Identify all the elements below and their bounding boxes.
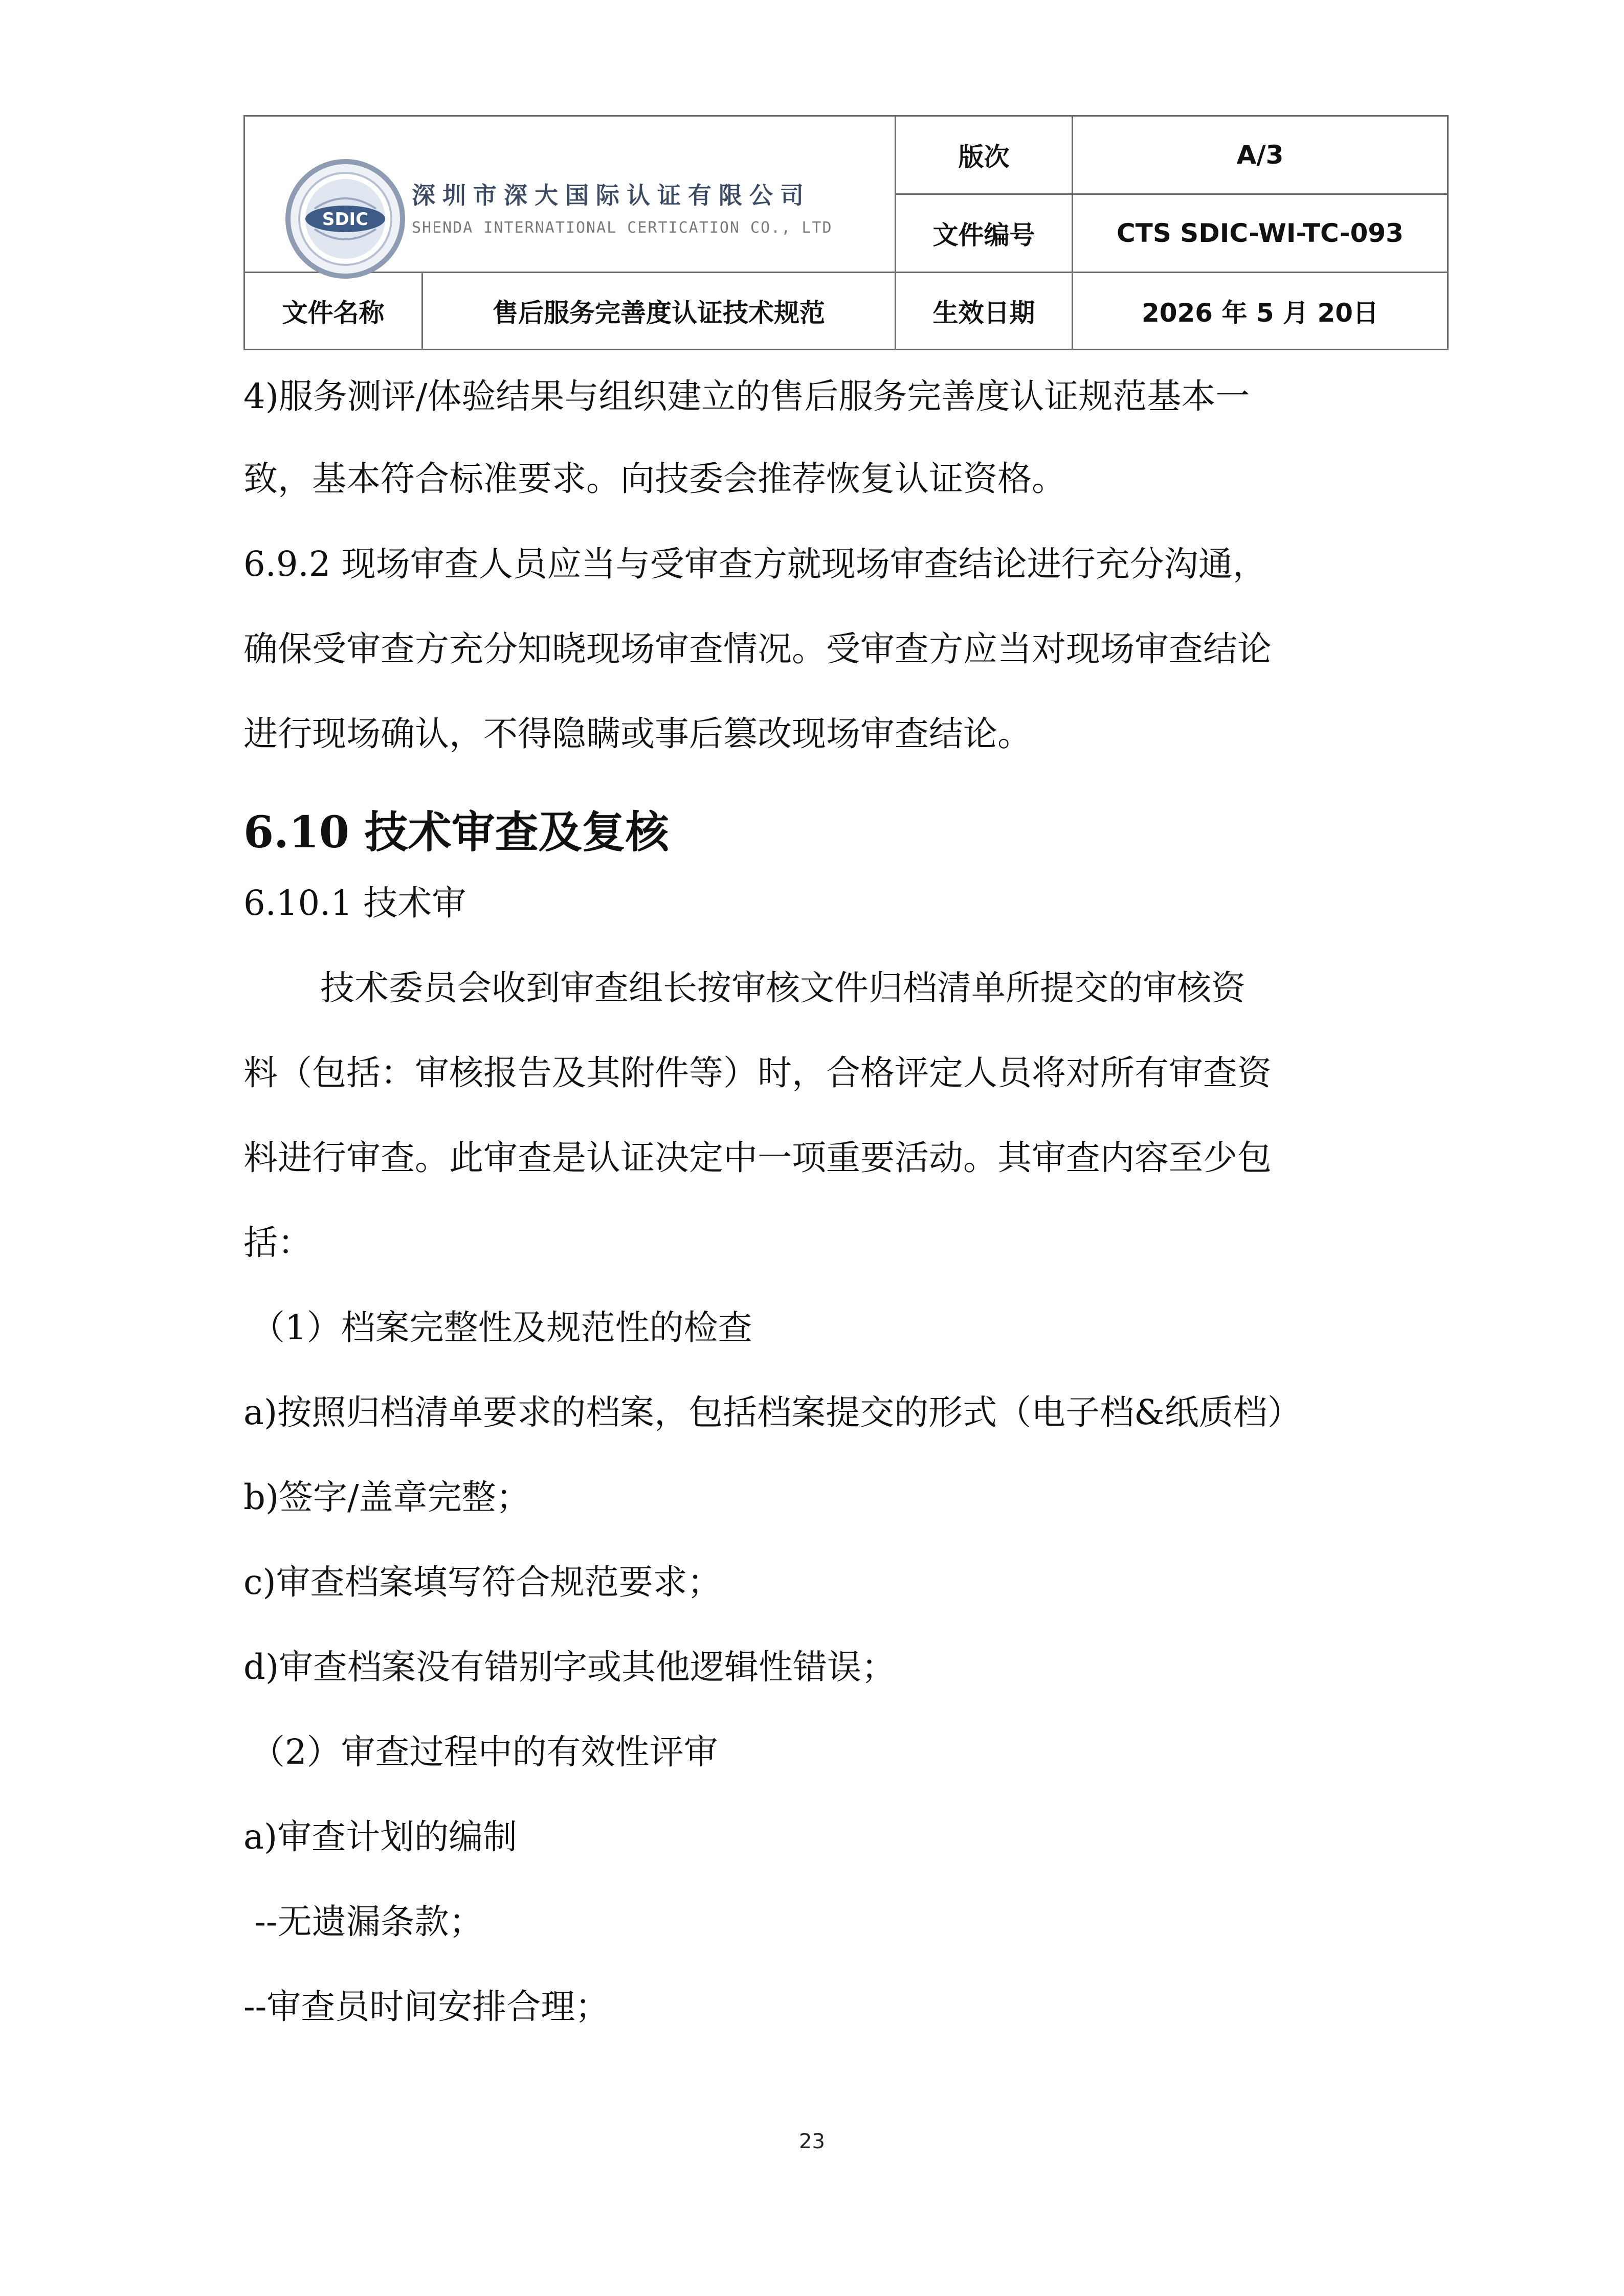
version-label: 版次 xyxy=(958,142,1010,172)
company-logo xyxy=(284,157,833,285)
sdic-seal-icon xyxy=(284,157,407,280)
list-item: a)审查计划的编制 xyxy=(243,1817,518,1857)
document-number-value: CTS SDIC-WI-TC-093 xyxy=(1117,218,1404,248)
effective-date-value: 2026 年 5 月 20日 xyxy=(1141,298,1379,328)
company-name-en: SHENDA INTERNATIONAL CERTICATION CO., LTD xyxy=(412,219,833,237)
body-line: 确保受审查方充分知晓现场审查情况。受审查方应当对现场审查结论 xyxy=(243,629,1272,669)
list-item: a)按照归档清单要求的档案，包括档案提交的形式（电子档&纸质档） xyxy=(243,1392,1302,1432)
document-name-label: 文件名称 xyxy=(282,298,385,328)
body-line: 料（包括：审核报告及其附件等）时，合格评定人员将对所有审查资 xyxy=(243,1053,1272,1093)
list-item: c)审查档案填写符合规范要求； xyxy=(243,1562,722,1602)
document-header-table xyxy=(243,115,1449,350)
body-line: 括： xyxy=(243,1223,312,1263)
list-item: --无遗漏条款； xyxy=(243,1902,483,1942)
list-item: d)审查档案没有错别字或其他逻辑性错误； xyxy=(243,1647,896,1687)
document-number-label: 文件编号 xyxy=(932,220,1035,250)
document-name-value: 售后服务完善度认证技术规范 xyxy=(493,298,825,328)
svg-text:SDIC: SDIC xyxy=(322,209,369,230)
list-heading: （2）审查过程中的有效性评审 xyxy=(251,1732,718,1772)
version-value: A/3 xyxy=(1236,140,1284,170)
effective-date-label: 生效日期 xyxy=(932,298,1035,328)
list-item: --审查员时间安排合理； xyxy=(243,1987,610,2027)
body-line: 致，基本符合标准要求。向技委会推荐恢复认证资格。 xyxy=(243,459,1066,499)
body-line: 6.9.2 现场审查人员应当与受审查方就现场审查结论进行充分沟通， xyxy=(243,544,1267,584)
page-number: 23 xyxy=(799,2130,825,2153)
body-line: 4)服务测评/体验结果与组织建立的售后服务完善度认证规范基本一 xyxy=(243,376,1250,416)
body-line: 技术委员会收到审查组长按审核文件归档清单所提交的审核资 xyxy=(320,968,1245,1008)
list-item: b)签字/盖章完整； xyxy=(243,1477,530,1517)
body-line: 料进行审查。此审查是认证决定中一项重要活动。其审查内容至少包 xyxy=(243,1138,1272,1178)
company-name-cn: 深圳市深大国际认证有限公司 xyxy=(412,182,811,209)
body-line: 进行现场确认，不得隐瞒或事后篡改现场审查结论。 xyxy=(243,714,1032,754)
list-heading: （1）档案完整性及规范性的检查 xyxy=(251,1308,752,1347)
section-heading: 6.10 技术审查及复核 xyxy=(243,807,669,858)
subsection-title: 6.10.1 技术审 xyxy=(243,883,466,923)
